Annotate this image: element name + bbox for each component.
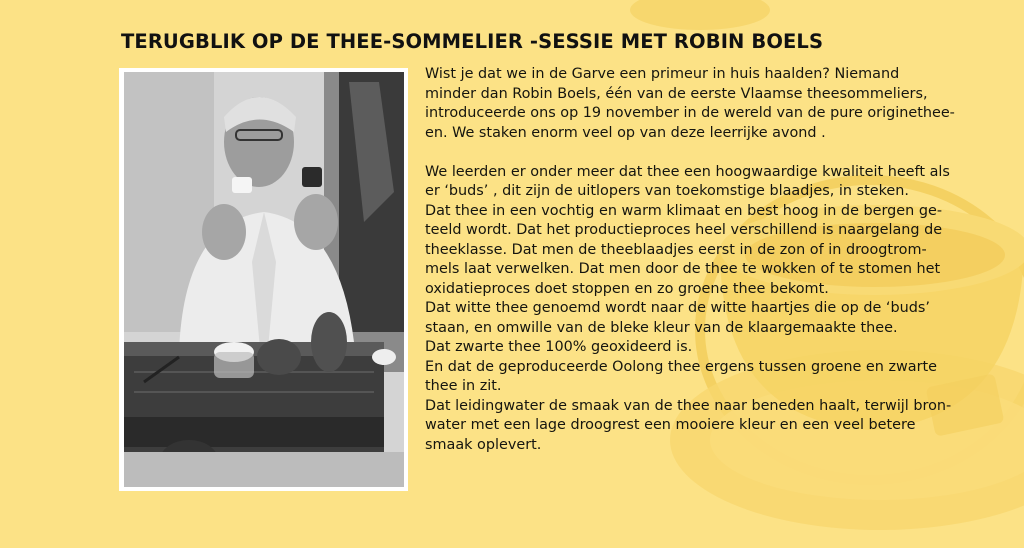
text-line: En dat de geproduceerde Oolong thee ergens tussen groene en zwarte xyxy=(425,358,938,375)
text-line: Dat zwarte thee 100% geoxideerd is. xyxy=(425,339,693,355)
intro-paragraph xyxy=(425,65,965,143)
text-line: Dat thee in een vochtig en warm klimaat en best hoog in de bergen ge- xyxy=(425,202,943,219)
paragraph-gap xyxy=(425,143,965,163)
text-line: minder dan Robin Boels, één van de eerste Vlaamse theesommeliers, xyxy=(425,85,928,102)
facts-paragraph xyxy=(425,163,965,456)
text-line: water met een lage droogrest een mooiere kleur en een veel betere xyxy=(425,417,916,433)
text-line: thee in zit. xyxy=(425,378,502,394)
text-line: smaak oplevert. xyxy=(425,436,542,453)
text-line: Dat witte thee genoemd wordt naar de witte haartjes die op de ‘buds’ xyxy=(425,300,930,316)
sommelier-photo xyxy=(124,72,404,487)
text-line: oxidatieproces doet stoppen en zo groene thee bekomt. xyxy=(425,280,829,297)
text-line: We leerden er onder meer dat thee een hoogwaardige kwaliteit heeft als xyxy=(425,163,950,180)
article-body xyxy=(425,65,965,455)
text-line: teeld wordt. Dat het productieproces heel verschillend is naargelang de xyxy=(425,222,943,238)
text-line: mels laat verwelken. Dat men door de thee te wokken of te stomen het xyxy=(425,261,941,277)
page-title: TERUGBLIK OP DE THEE-SOMMELIER -SESSIE MET ROBIN BOELS xyxy=(121,30,824,53)
text-line: er ‘buds’ , dit zijn de uitlopers van toekomstige blaadjes, in steken. xyxy=(425,183,909,199)
text-line: theeklasse. Dat men de theeblaadjes eerst in de zon of in droogtrom- xyxy=(425,241,927,258)
text-line: staan, en omwille van de bleke kleur van de klaargemaakte thee. xyxy=(425,319,898,336)
text-line: introduceerde ons op 19 november in de wereld van de pure originethee- xyxy=(425,105,955,121)
text-line: en. We staken enorm veel op van deze leerrijke avond . xyxy=(425,124,826,141)
text-line: Dat leidingwater de smaak van de thee naar beneden haalt, terwijl bron- xyxy=(425,397,952,414)
text-line: Wist je dat we in de Garve een primeur in huis haalden? Niemand xyxy=(425,66,900,82)
